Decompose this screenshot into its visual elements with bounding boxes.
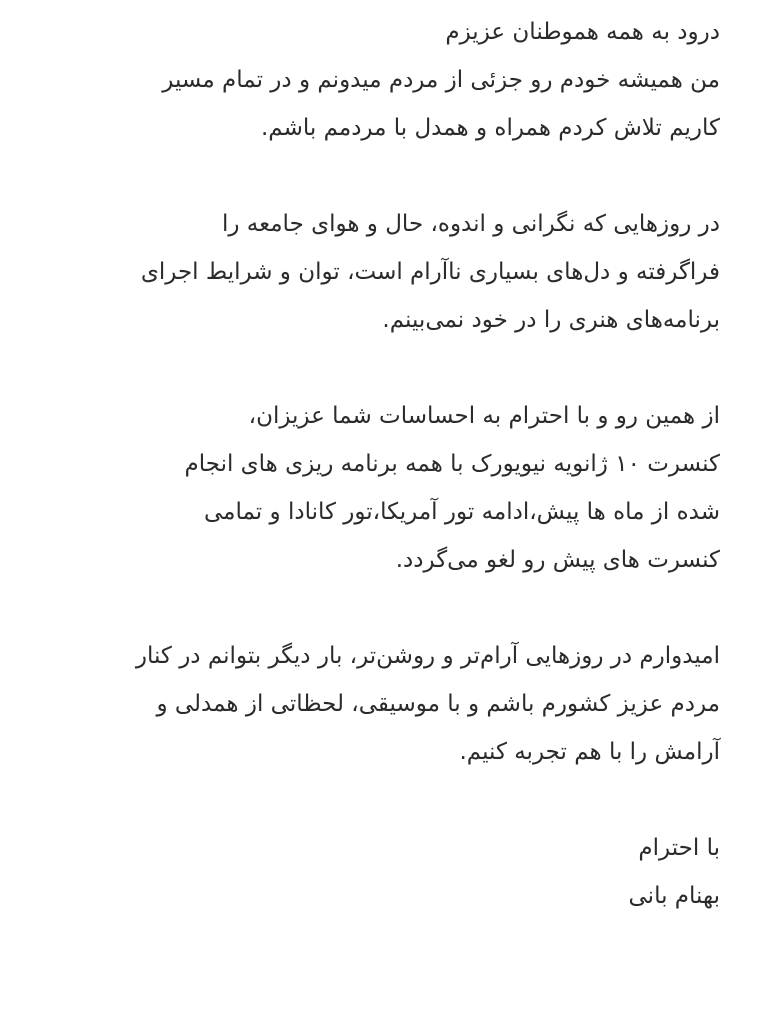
text-line: امیدوارم در روزهایی آرام‌تر و روشن‌تر، بار دیگر بتوانم در کنار <box>135 643 720 669</box>
text-line: کنسرت های پیش رو لغو می‌گردد. <box>395 547 720 573</box>
text-line: آرامش را با هم تجربه کنیم. <box>459 739 720 765</box>
text-line: مردم عزیز کشورم باشم و با موسیقی، لحظاتی از همدلی و <box>156 691 720 717</box>
greeting-paragraph <box>40 8 720 152</box>
closing-text: با احترام <box>638 835 720 861</box>
paragraph-gap <box>40 344 720 392</box>
cancellation-paragraph <box>40 392 720 584</box>
signature-name: بهنام بانی <box>628 883 720 909</box>
text-line: درود به همه هموطنان عزیزم <box>445 19 720 45</box>
text-line: کاریم تلاش کردم همراه و همدل با مردمم باشم. <box>260 115 720 141</box>
paragraph-gap <box>40 584 720 632</box>
text-line: از همین رو و با احترام به احساسات شما عزیزان، <box>248 403 720 429</box>
text-line: فراگرفته و دل‌های بسیاری ناآرام است، توان و شرایط اجرای <box>140 259 720 285</box>
text-line: کنسرت ۱۰ ژانویه نیویورک با همه برنامه ریزی های انجام <box>184 451 720 477</box>
text-line: برنامه‌های هنری را در خود نمی‌بینم. <box>382 307 720 333</box>
reason-paragraph <box>40 200 720 344</box>
text-line: در روزهایی که نگرانی و اندوه، حال و هوای جامعه را <box>222 211 720 237</box>
text-line: شده از ماه ها پیش،ادامه تور آمریکا،تور کانادا و تمامی <box>204 499 720 525</box>
letter-body <box>40 8 720 920</box>
paragraph-gap <box>40 776 720 824</box>
text-line: من همیشه خودم رو جزئی از مردم میدونم و در تمام مسیر <box>162 67 720 93</box>
hope-paragraph <box>40 632 720 776</box>
paragraph-gap <box>40 152 720 200</box>
